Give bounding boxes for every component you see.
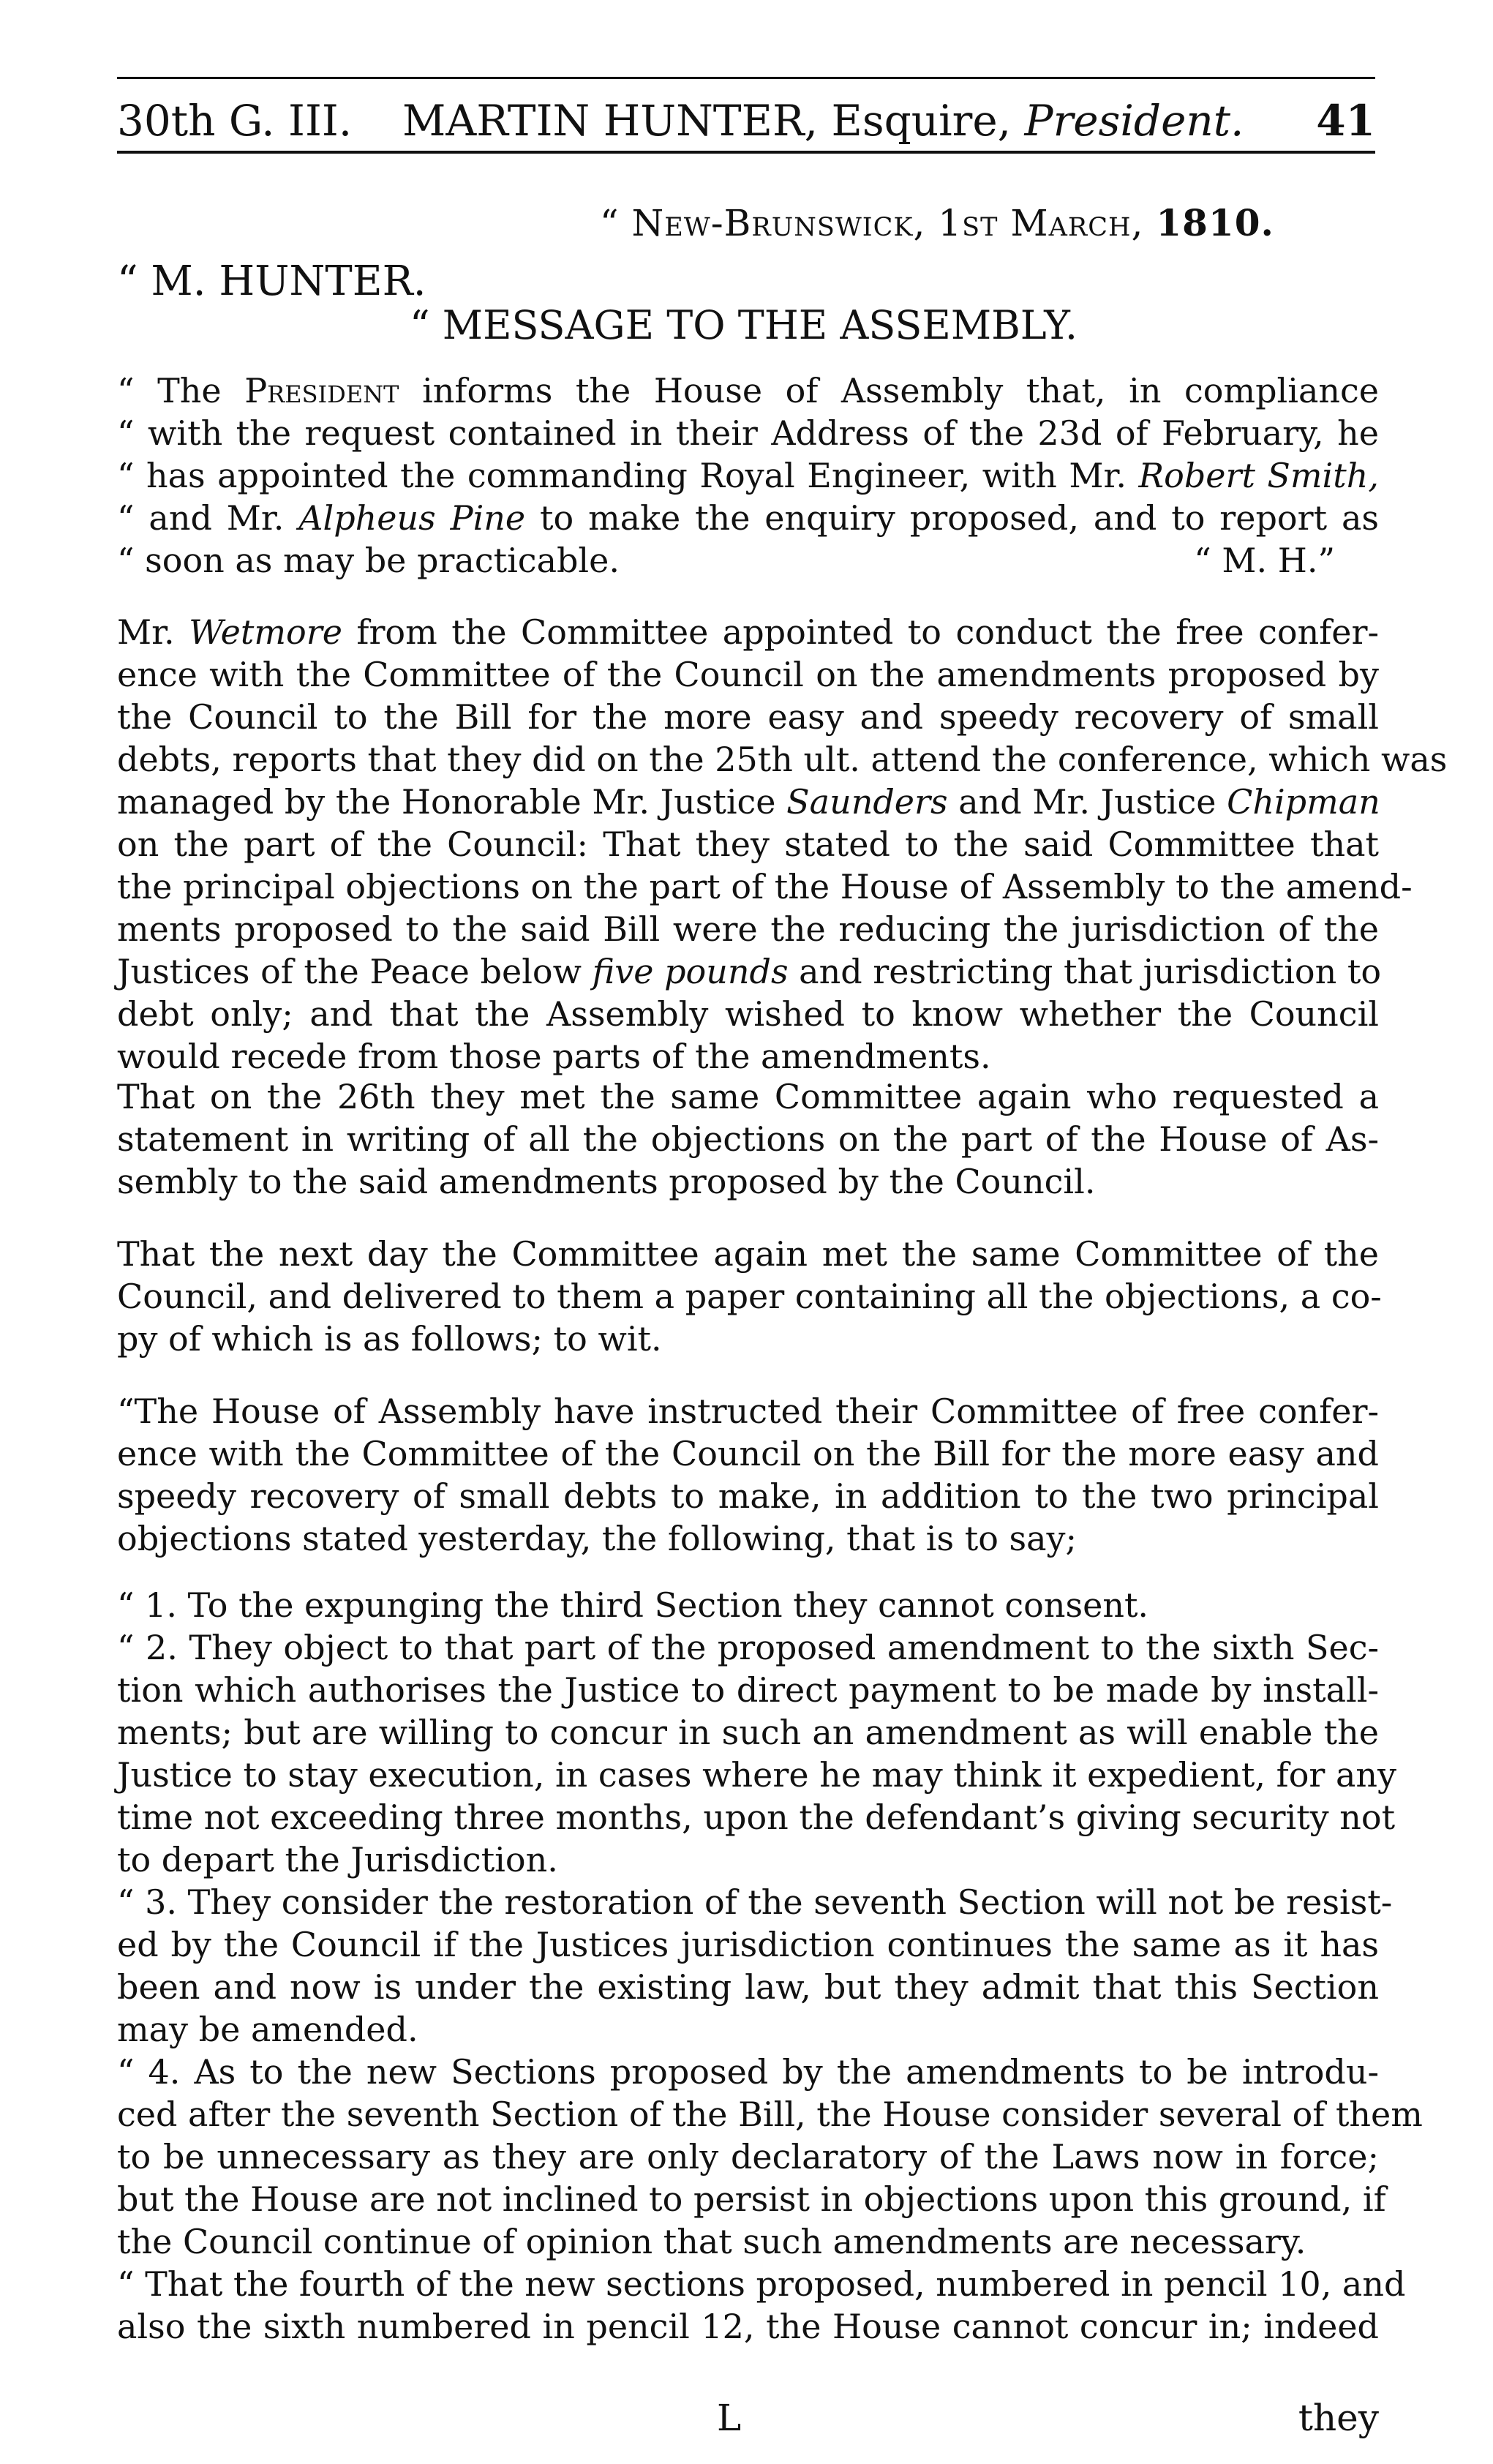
message-line: “ with the request contained in their Address of the 23d of February, he (117, 413, 1379, 453)
paragraph-line: Justices of the Peace below five pounds and restricting that jurisdiction to (117, 952, 1382, 991)
paragraph-line: the principal objections on the part of the House of Assembly to the amend- (117, 867, 1413, 906)
dateline-date: 1st March, (938, 202, 1144, 244)
header-rule-top (117, 77, 1375, 79)
paragraph-line: “The House of Assembly have instructed their Committee of free confer- (117, 1391, 1379, 1431)
regnal-session: 30th G. III. (117, 96, 353, 146)
objection-line: ed by the Council if the Justices jurisdiction continues the same as it has (117, 1925, 1379, 1964)
president-name: MARTIN HUNTER, Esquire, (402, 96, 1012, 146)
objection-line: “ 3. They consider the restoration of the seventh Section will not be resist- (117, 1882, 1393, 1922)
message-line: “ The President informs the House of Assembly that, in compliance (117, 371, 1380, 410)
paragraph-line: Council, and delivered to them a paper containing all the objections, a co- (117, 1277, 1382, 1316)
next-day-paragraph (117, 1233, 1382, 1360)
objection-line: ments; but are willing to concur in such an amendment as will enable the (117, 1713, 1379, 1752)
running-header (117, 88, 1375, 154)
message-title: “ MESSAGE TO THE ASSEMBLY. (410, 302, 1078, 348)
page-footer (117, 2392, 1379, 2444)
paragraph-line: debt only; and that the Assembly wished to know whether the Council (117, 994, 1379, 1034)
president-message (117, 369, 1379, 582)
paragraph-line: on the part of the Council: That they stated to the said Committee that (117, 825, 1379, 864)
paragraph-line: That the next day the Committee again met the same Committee of the (117, 1234, 1379, 1274)
president-title: President. (1024, 96, 1244, 146)
objection-line: the Council continue of opinion that such amendments are necessary. (117, 2222, 1306, 2261)
header-title (402, 88, 1244, 154)
objection-line: tion which authorises the Justice to direct payment to be made by install- (117, 1670, 1379, 1710)
paragraph-line: ence with the Committee of the Council on the Bill for the more easy and (117, 1434, 1379, 1473)
objection-line: time not exceeding three months, upon the defendant’s giving security not (117, 1798, 1396, 1837)
dateline (600, 198, 1274, 249)
page-number: 41 (1316, 96, 1375, 146)
paragraph-line: ments proposed to the said Bill were the reducing the jurisdiction of the (117, 909, 1379, 949)
objection-line: “ That the fourth of the new sections proposed, numbered in pencil 10, and (117, 2264, 1406, 2304)
objection-line: Justice to stay execution, in cases where he may think it expedient, for any (117, 1755, 1397, 1795)
message-line (117, 539, 1379, 582)
header-rule-bottom (117, 151, 1375, 154)
signature-mark: L (717, 2397, 742, 2439)
catchword: they (1298, 2397, 1379, 2439)
paragraph-line: speedy recovery of small debts to make, in addition to the two principal (117, 1476, 1379, 1516)
paragraph-line: objections stated yesterday, the following, that is to say; (117, 1519, 1078, 1558)
objection-line: “ 2. They object to that part of the proposed amendment to the sixth Sec- (117, 1628, 1379, 1667)
paragraph-line: That on the 26th they met the same Committee again who requested a (117, 1077, 1379, 1116)
objection-line: “ 1. To the expunging the third Section they cannot consent. (117, 1585, 1149, 1625)
objection-line: been and now is under the existing law, but they admit that this Section (117, 1967, 1379, 2007)
objection-line: to be unnecessary as they are only declaratory of the Laws now in force; (117, 2137, 1379, 2176)
objection-line: but the House are not inclined to persist in objections upon this ground, if (117, 2179, 1386, 2219)
paragraph-line: Mr. Wetmore from the Committee appointed to conduct the free confer- (117, 612, 1380, 652)
objection-line: also the sixth numbered in pencil 12, the House cannot concur in; indeed (117, 2307, 1379, 2346)
paragraph-line: sembly to the said amendments proposed by the Council. (117, 1162, 1096, 1201)
message-line: “ has appointed the commanding Royal Engineer, with Mr. Robert Smith, (117, 456, 1379, 495)
message-signature-head: “ M. HUNTER. (117, 258, 426, 305)
paragraph-line: managed by the Honorable Mr. Justice Saunders and Mr. Justice Chipman (117, 782, 1380, 822)
message-closing-signature: “ M. H.” (1194, 541, 1335, 580)
objection-line: “ 4. As to the new Sections proposed by the amendments to be introdu- (117, 2052, 1379, 2092)
dateline-year: 1810. (1156, 201, 1274, 244)
paragraph-line: statement in writing of all the objections on the part of the House of As- (117, 1119, 1379, 1159)
objections-intro-paragraph (117, 1390, 1379, 1560)
objection-line: to depart the Jurisdiction. (117, 1840, 558, 1879)
objections-list (117, 1584, 1423, 2348)
paragraph-line: ence with the Committee of the Council on the amendments proposed by (117, 655, 1379, 694)
objection-line: may be amended. (117, 2010, 418, 2049)
paragraph-line: py of which is as follows; to wit. (117, 1319, 662, 1359)
objection-line: ced after the seventh Section of the Bill, the House consider several of them (117, 2095, 1423, 2134)
message-line: “ and Mr. Alpheus Pine to make the enquiry proposed, and to report as (117, 498, 1379, 538)
paragraph-line: would recede from those parts of the amendments. (117, 1037, 991, 1076)
paragraph-line: debts, reports that they did on the 25th ult. attend the conference, which was (117, 740, 1448, 779)
meeting-26th-paragraph (117, 1075, 1379, 1203)
paragraph-line: the Council to the Bill for the more easy and speedy recovery of small (117, 697, 1379, 737)
committee-report-paragraph (117, 611, 1448, 1078)
message-line-text: “ soon as may be practicable. (117, 541, 620, 580)
dateline-place: “ New-Brunswick, (600, 202, 926, 244)
